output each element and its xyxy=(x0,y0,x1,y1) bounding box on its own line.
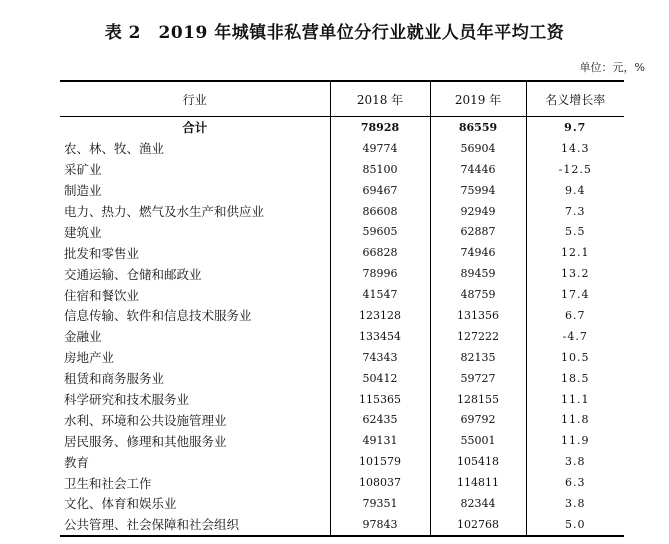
value-2019-cell: 56904 xyxy=(430,138,526,159)
table-row xyxy=(60,472,624,493)
table-row xyxy=(60,451,624,472)
value-2019-cell: 82344 xyxy=(430,493,526,514)
total-label: 合计 xyxy=(182,120,208,136)
value-2018-cell: 74343 xyxy=(330,347,430,368)
value-2018-cell: 49774 xyxy=(330,138,430,159)
industry-cell: 交通运输、仓储和邮政业 xyxy=(64,266,202,282)
growth-cell: 7.3 xyxy=(526,201,624,222)
value-2018-cell: 78996 xyxy=(330,263,430,284)
growth-cell: 6.3 xyxy=(526,472,624,493)
value-2019-cell: 59727 xyxy=(430,368,526,389)
growth-cell: 11.9 xyxy=(526,430,624,451)
industry-cell: 农、林、牧、渔业 xyxy=(64,141,165,157)
table-row xyxy=(60,159,624,180)
industry-cell: 建筑业 xyxy=(64,224,102,240)
industry-cell: 科学研究和技术服务业 xyxy=(64,392,190,408)
growth-cell: 17.4 xyxy=(526,284,624,305)
value-2019-cell: 82135 xyxy=(430,347,526,368)
growth-cell: 3.8 xyxy=(526,493,624,514)
table-row xyxy=(60,368,624,389)
header-industry: 行业 xyxy=(60,81,330,117)
table-body xyxy=(60,117,624,536)
table-row xyxy=(60,514,624,536)
growth-cell: 11.1 xyxy=(526,389,624,410)
industry-cell: 住宿和餐饮业 xyxy=(64,287,140,303)
industry-cell: 文化、体育和娱乐业 xyxy=(64,496,177,512)
value-2018-cell: 66828 xyxy=(330,242,430,263)
table-row xyxy=(60,180,624,201)
value-2018-cell: 41547 xyxy=(330,284,430,305)
total-growth: 9.7 xyxy=(526,117,624,138)
value-2019-cell: 128155 xyxy=(430,389,526,410)
growth-cell: 18.5 xyxy=(526,368,624,389)
growth-cell: 6.7 xyxy=(526,305,624,326)
header-growth: 名义增长率 xyxy=(526,81,624,117)
value-2019-cell: 105418 xyxy=(430,451,526,472)
value-2019-cell: 48759 xyxy=(430,284,526,305)
industry-cell: 房地产业 xyxy=(64,350,115,366)
value-2018-cell: 123128 xyxy=(330,305,430,326)
industry-cell: 卫生和社会工作 xyxy=(64,475,152,491)
value-2019-cell: 92949 xyxy=(430,201,526,222)
table-row xyxy=(60,263,624,284)
wage-table xyxy=(60,80,624,537)
header-2019: 2019 年 xyxy=(430,81,526,117)
table-row xyxy=(60,430,624,451)
industry-cell: 采矿业 xyxy=(64,162,102,178)
header-row xyxy=(60,81,624,117)
table-row xyxy=(60,409,624,430)
table-row xyxy=(60,221,624,242)
value-2019-cell: 74946 xyxy=(430,242,526,263)
value-2018-cell: 50412 xyxy=(330,368,430,389)
value-2018-cell: 101579 xyxy=(330,451,430,472)
total-2018: 78928 xyxy=(330,117,430,138)
industry-cell: 制造业 xyxy=(64,183,102,199)
value-2019-cell: 74446 xyxy=(430,159,526,180)
growth-cell: 3.8 xyxy=(526,451,624,472)
table-row xyxy=(60,284,624,305)
header-2018: 2018 年 xyxy=(330,81,430,117)
industry-cell: 信息传输、软件和信息技术服务业 xyxy=(64,308,252,324)
value-2019-cell: 55001 xyxy=(430,430,526,451)
value-2019-cell: 102768 xyxy=(430,514,526,536)
industry-cell: 批发和零售业 xyxy=(64,245,140,261)
value-2019-cell: 69792 xyxy=(430,409,526,430)
value-2018-cell: 69467 xyxy=(330,180,430,201)
growth-cell: 5.5 xyxy=(526,221,624,242)
table-row xyxy=(60,389,624,410)
industry-cell: 租赁和商务服务业 xyxy=(64,371,165,387)
industry-cell: 电力、热力、燃气及水生产和供应业 xyxy=(64,204,265,219)
value-2018-cell: 108037 xyxy=(330,472,430,493)
industry-cell: 公共管理、社会保障和社会组织 xyxy=(60,514,330,536)
industry-cell: 金融业 xyxy=(64,329,102,345)
table-row xyxy=(60,305,624,326)
value-2018-cell: 59605 xyxy=(330,221,430,242)
industry-cell: 居民服务、修理和其他服务业 xyxy=(64,433,227,449)
value-2018-cell: 97843 xyxy=(330,514,430,536)
growth-cell: 14.3 xyxy=(526,138,624,159)
value-2019-cell: 62887 xyxy=(430,221,526,242)
table-row xyxy=(60,138,624,159)
table-row xyxy=(60,242,624,263)
value-2019-cell: 75994 xyxy=(430,180,526,201)
table-row xyxy=(60,201,624,222)
growth-cell: 10.5 xyxy=(526,347,624,368)
value-2018-cell: 115365 xyxy=(330,389,430,410)
growth-cell: 5.0 xyxy=(526,514,624,536)
value-2019-cell: 114811 xyxy=(430,472,526,493)
value-2018-cell: 86608 xyxy=(330,201,430,222)
growth-cell: 9.4 xyxy=(526,180,624,201)
growth-cell: -12.5 xyxy=(526,159,624,180)
value-2018-cell: 49131 xyxy=(330,430,430,451)
growth-cell: 13.2 xyxy=(526,263,624,284)
industry-cell: 水利、环境和公共设施管理业 xyxy=(64,412,227,428)
growth-cell: 12.1 xyxy=(526,242,624,263)
table-row xyxy=(60,493,624,514)
table-header xyxy=(60,81,624,117)
value-2019-cell: 131356 xyxy=(430,305,526,326)
value-2018-cell: 62435 xyxy=(330,409,430,430)
value-2018-cell: 133454 xyxy=(330,326,430,347)
industry-cell: 教育 xyxy=(64,454,90,470)
table-row xyxy=(60,326,624,347)
value-2018-cell: 79351 xyxy=(330,493,430,514)
unit-note: 单位：元，% xyxy=(579,61,645,74)
value-2019-cell: 127222 xyxy=(430,326,526,347)
total-row xyxy=(60,117,624,138)
value-2019-cell: 89459 xyxy=(430,263,526,284)
table-title: 表 2 2019 年城镇非私营单位分行业就业人员年平均工资 xyxy=(104,23,565,43)
total-2019: 86559 xyxy=(430,117,526,138)
growth-cell: 11.8 xyxy=(526,409,624,430)
table-row xyxy=(60,347,624,368)
growth-cell: -4.7 xyxy=(526,326,624,347)
value-2018-cell: 85100 xyxy=(330,159,430,180)
